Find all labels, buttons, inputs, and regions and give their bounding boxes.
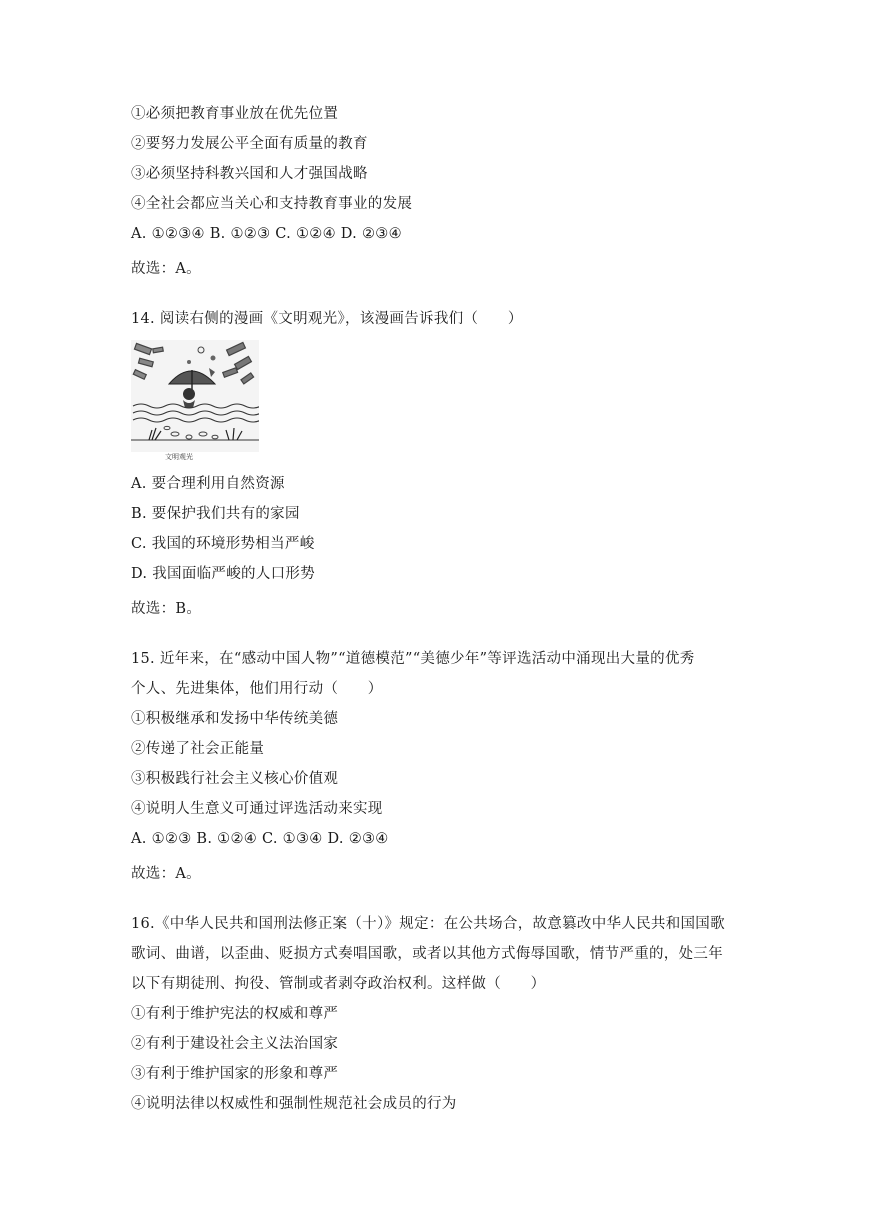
q15-stem-line-1: 15. 近年来，在“感动中国人物”“道德模范”“美德少年”等评选活动中涌现出大量的优秀 [131,651,695,667]
q14-option-b: B. 要保护我们共有的家园 [131,506,300,522]
cartoon-caption: 文明观光 [165,453,193,461]
q14-option-a: A. 要合理利用自然资源 [131,476,285,492]
q14-option-d: D. 我国面临严峻的人口形势 [131,566,316,582]
q15-option-4: ④说明人生意义可通过评选活动来实现 [131,801,383,817]
q15-option-3: ③积极践行社会主义核心价值观 [131,771,339,787]
q16-option-1: ①有利于维护宪法的权威和尊严 [131,1006,339,1022]
q15-stem-line-2: 个人、先进集体，他们用行动（ ） [131,681,383,697]
cartoon-drawing [131,340,259,452]
q16-stem-line-1: 16.《中华人民共和国刑法修正案（十）》规定：在公共场合，故意篡改中华人民共和国国歌 [131,916,725,932]
q13-option-1: ①必须把教育事业放在优先位置 [131,106,339,122]
q15-option-1: ①积极继承和发扬中华传统美德 [131,711,339,727]
cartoon-illustration [131,340,259,462]
q16-stem-line-2: 歌词、曲谱，以歪曲、贬损方式奏唱国歌，或者以其他方式侮辱国歌，情节严重的，处三年 [131,946,723,962]
q15-option-2: ②传递了社会正能量 [131,741,265,757]
q15-answer: 故选：A。 [131,866,201,882]
q13-choices: A. ①②③④ B. ①②③ C. ①②④ D. ②③④ [131,226,402,242]
q14-answer: 故选：B。 [131,601,202,617]
q16-option-3: ③有利于维护国家的形象和尊严 [131,1066,339,1082]
q14-stem: 14. 阅读右侧的漫画《文明观光》，该漫画告诉我们（ ） [131,311,523,327]
q13-option-4: ④全社会都应当关心和支持教育事业的发展 [131,196,413,212]
q13-option-3: ③必须坚持科教兴国和人才强国战略 [131,166,368,182]
q14-option-c: C. 我国的环境形势相当严峻 [131,536,315,552]
q13-answer: 故选：A。 [131,261,201,277]
q16-stem-line-3: 以下有期徒刑、拘役、管制或者剥夺政治权利。这样做（ ） [131,976,546,992]
q16-option-4: ④说明法律以权威性和强制性规范社会成员的行为 [131,1096,457,1112]
q15-choices: A. ①②③ B. ①②④ C. ①③④ D. ②③④ [131,831,389,847]
q13-option-2: ②要努力发展公平全面有质量的教育 [131,136,368,152]
q16-option-2: ②有利于建设社会主义法治国家 [131,1036,339,1052]
